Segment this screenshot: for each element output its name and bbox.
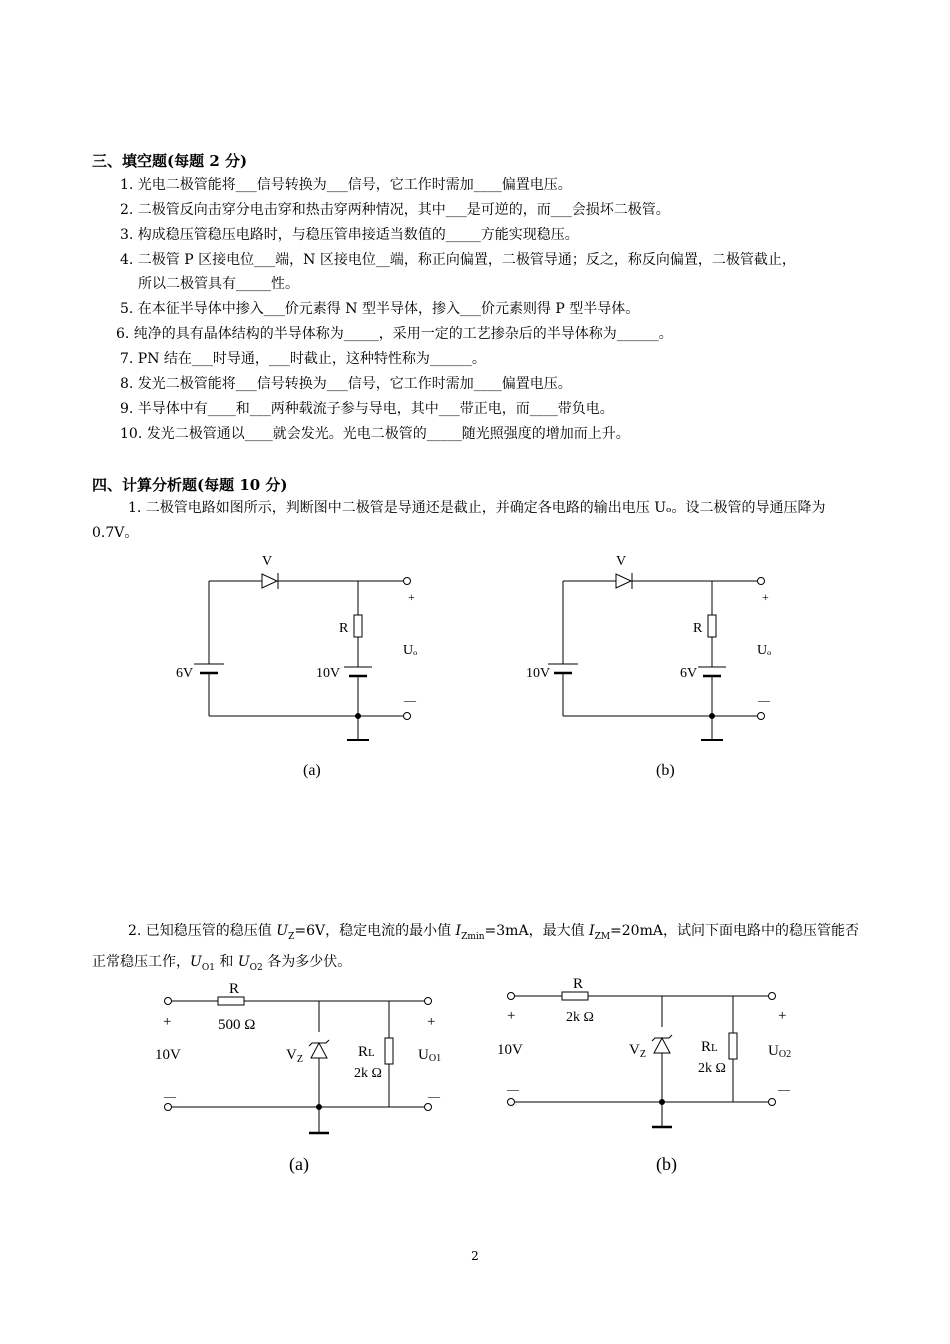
resistor-label-1b: R: [693, 621, 703, 636]
problem-4-1: 1. 二极管电路如图所示，判断图中二极管是导通还是截止，并确定各电路的输出电压 Uₒ。设二极管的导通压降为 0.7V。: [92, 500, 826, 541]
circuit-1b: [548, 573, 765, 740]
question-3-10: 10. 发光二极管通以____就会发光。光电二极管的_____随光照强度的增加而上升。: [120, 426, 630, 442]
circuit-2a: [165, 997, 432, 1133]
circuit-1a: [194, 573, 411, 740]
load-label-2a: RL: [358, 1044, 375, 1060]
battery-label-1b-right: 6V: [680, 666, 698, 681]
load-value-2b: 2k Ω: [698, 1061, 726, 1076]
caption-2a: (a): [289, 1154, 309, 1174]
plus-in-2b: +: [507, 1008, 516, 1024]
output-label-2b: UO2: [768, 1043, 792, 1060]
plus-terminal-1b: +: [762, 590, 769, 604]
diode-label-1b: V: [616, 554, 627, 569]
resistor-value-2b: 2k Ω: [566, 1010, 594, 1025]
plus-out-2a: +: [427, 1014, 436, 1030]
load-label-2b: RL: [701, 1039, 718, 1055]
caption-2b: (b): [656, 1154, 677, 1174]
output-label-1a: Uₒ: [403, 643, 418, 658]
question-3-4: 4. 二极管 P 区接电位___端，N 区接电位__端，称正向偏置，二极管导通；反之，称反向偏置，二极管截止，: [120, 252, 796, 268]
caption-1b: (b): [656, 762, 675, 779]
resistor-label-2b: R: [573, 976, 584, 992]
question-3-3: 3. 构成稳压管稳压电路时，与稳压管串接适当数值的_____方能实现稳压。: [120, 227, 579, 243]
question-3-6: 6. 纯净的具有晶体结构的半导体称为_____，采用一定的工艺掺杂后的半导体称为______。: [116, 326, 673, 342]
question-3-5: 5. 在本征半导体中掺入___价元素得 N 型半导体，掺入___价元素则得 P 型半导体。: [120, 301, 640, 317]
question-3-9: 9. 半导体中有____和___两种载流子参与导电，其中___带正电，而____带负电。: [120, 401, 614, 417]
input-voltage-2b: 10V: [497, 1042, 523, 1058]
load-value-2a: 2k Ω: [354, 1066, 382, 1081]
question-3-7: 7. PN 结在___时导通，___时截止，这种特性称为______。: [120, 351, 486, 367]
battery-label-1a-left: 6V: [176, 666, 194, 681]
resistor-label-1a: R: [339, 621, 349, 636]
zener-label-2b: $V_Z$: [629, 1042, 646, 1060]
resistor-label-2a: R: [229, 981, 240, 997]
minus-out-2a: —: [428, 1089, 440, 1103]
diode-label-1a: V: [262, 554, 273, 569]
section-3-title: 三、填空题(每题 2 分): [92, 152, 248, 170]
caption-1a: (a): [303, 762, 321, 779]
minus-terminal-1b: —: [758, 693, 770, 707]
input-voltage-2a: 10V: [155, 1047, 181, 1063]
battery-label-1a-right: 10V: [316, 666, 341, 681]
problem-4-2: 2. 已知稳压管的稳压值 $U_Z=6V$，稳定电流的最小值 $I_{Zmin}=3mA$，最大值 $I_{ZM}=20mA$，试问下面电路中的稳压管能否正常稳压工作，$U_{O1}$ 和 $U_{O2}$ 各为多少伏。: [92, 923, 859, 973]
plus-terminal-1a: +: [408, 590, 415, 604]
question-3-4-cont: 所以二极管具有_____性。: [138, 276, 299, 292]
section-4-title: 四、计算分析题(每题 10 分): [92, 476, 288, 494]
question-3-8: 8. 发光二极管能将___信号转换为___信号，它工作时需加____偏置电压。: [120, 376, 572, 392]
minus-in-2a: —: [164, 1089, 176, 1103]
output-label-2a: UO1: [418, 1047, 442, 1064]
resistor-value-2a: 500 Ω: [218, 1017, 256, 1033]
plus-in-2a: +: [163, 1014, 172, 1030]
page-number: 2: [471, 1249, 479, 1263]
zener-label-2a: $V_Z$: [286, 1047, 303, 1065]
minus-terminal-1a: —: [404, 693, 416, 707]
question-3-1: 1. 光电二极管能将___信号转换为___信号，它工作时需加____偏置电压。: [120, 177, 572, 193]
battery-label-1b-left: 10V: [526, 666, 551, 681]
minus-in-2b: —: [507, 1082, 519, 1096]
output-label-1b: Uₒ: [757, 643, 772, 658]
question-3-2: 2. 二极管反向击穿分电击穿和热击穿两种情况，其中___是可逆的，而___会损坏二极管。: [120, 202, 670, 218]
minus-out-2b: —: [778, 1082, 790, 1096]
plus-out-2b: +: [778, 1008, 787, 1024]
